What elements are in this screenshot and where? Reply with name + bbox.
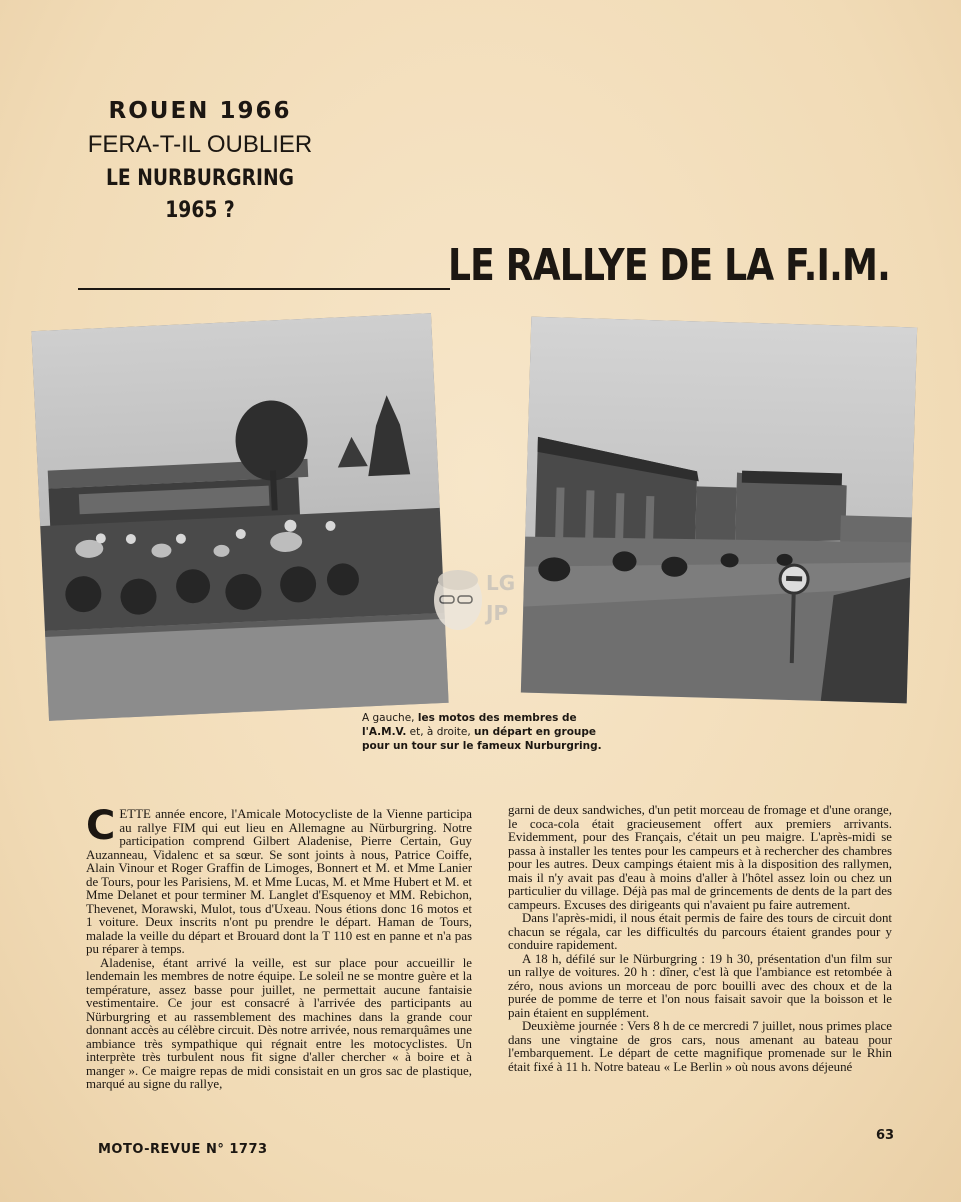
article-paragraph <box>86 803 472 957</box>
headline: LE RALLYE DE LA F.I.M. <box>448 240 890 291</box>
kicker-line-4: 1965 ? <box>165 198 235 223</box>
lead-word: ETTE <box>119 807 151 821</box>
svg-text:JP: JP <box>486 601 509 625</box>
photo-caption <box>362 711 622 753</box>
watermark-portrait-icon <box>430 560 530 642</box>
caption-bold-2: un départ en groupe pour un tour sur le fameux Nurburgring. <box>362 726 602 752</box>
article-paragraph: A 18 h, défilé sur le Nürburgring : 19 h 30, présentation d'un film sur un rallye de voitures. 20 h : dîner, c'est là que l'ambiance est retombée à zéro, nous avions un morceau de porc bouilli avec des choux et de la purée de pomme de terre et l'on nous faisait savoir que la boisson et le pain étaient en supplément. <box>508 951 892 1020</box>
svg-text:LG: LG <box>486 571 516 595</box>
photo-group-departure <box>521 317 917 704</box>
dropcap: C <box>86 803 116 849</box>
headline-rule <box>78 288 450 290</box>
magazine-issue: MOTO-REVUE N° 1773 <box>98 1142 268 1157</box>
kicker-line-2: FERA-T-IL OUBLIER <box>87 131 313 158</box>
article-paragraph: garni de deux sandwiches, d'un petit morceau de fromage et d'une orange, le coca-cola était gracieusement offert aux premiers arrivants. Evidemment, pour des Français, c'était un peu maigre. L'après-midi se passa à installer les tentes pour les campeurs et à rechercher des chambres pour les autres. Deux campings étaient mis à la disposition des rallymen, mais il n'y avait pas d'eau à moins d'aller à l'hôtel assez loin ou chez un particulier du village. Déjà pas mal de grincements de dents de la part des campeurs. Excuses des dirigeants qui n'avaient pu faire autrement. <box>508 803 892 912</box>
kicker-block <box>70 96 330 226</box>
kicker-line-3: LE NURBURGRING <box>106 166 294 191</box>
kicker-line-1: ROUEN 1966 <box>108 98 292 124</box>
photo-amv-motorcycles <box>31 313 448 721</box>
article-column-right <box>508 804 892 1074</box>
caption-text-1: A gauche, <box>362 712 418 724</box>
caption-text-2: et, à droite, <box>406 726 475 738</box>
article-column-left <box>86 803 472 1092</box>
article-paragraph: Deuxième journée : Vers 8 h de ce mercredi 7 juillet, nous primes place dans une vingtaine de gros cars, nous amenant au bateau pour l'embarquement. Le départ de cette magnifique promenade sur le Rhin était fixé à 11 h. Notre bateau « Le Berlin » où nous avons déjeuné <box>508 1019 892 1074</box>
caption-bold-1: les motos des membres de l'A.M.V. <box>362 712 577 738</box>
article-paragraph: Aladenise, étant arrivé la veille, est sur place pour accueillir le lendemain les membres de notre équipe. Le soleil ne se montre guère et la température, assez basse pour juillet, ne permettait aucune fantaisie vestimentaire. Ce jour est consacré à l'arrivée des participants au Nürburgring et au rassemblement des machines dans la grande cour donnant accès au célèbre circuit. Dès notre arrivée, nous remarquâmes une ambiance très sympathique qui régnait entre les motocyclistes. Un interprète très turbulent nous fit signe d'aller chercher « à boire et à manger ». Ce maigre repas de midi consistait en un gros sac de plastique, marqué au signe du rallye, <box>86 955 472 1091</box>
paragraph-text: année encore, l'Amicale Motocycliste de la Vienne participa au rallye FIM qui eut lieu en Allemagne au Nürburgring. Notre participation comprend Gilbert Aladenise, Pierre Certain, Guy Auzanneau, Vidalenc et sa sœur. Se sont joints à nous, Patrice Coiffe, Alain Vinour et Roger Graffin de Limoges, Bonnert et M. et Mme Lanier de Tours, pour les Parisiens, M. et Mme Lucas, M. et Mme Hubert et M. et Mme Delanet et pour terminer M. Langlet d'Esquenoy et MM. Rebichon, Thevenet, Morawski, Mulot, tous d'Uxeau. Nous étions donc 16 motos et 1 voiture. Deux inscrits n'ont pu prendre le départ. Haman de Tours, malade la veille du départ et Brouard dont la T 110 est en panne et n'a pas pu réparer à temps. <box>86 807 472 956</box>
article-paragraph: Dans l'après-midi, il nous était permis de faire des tours de circuit dont chacun se régala, car les difficultés du parcours étaient grandes pour y conduire rapidement. <box>508 911 892 952</box>
page-number: 63 <box>876 1128 895 1143</box>
